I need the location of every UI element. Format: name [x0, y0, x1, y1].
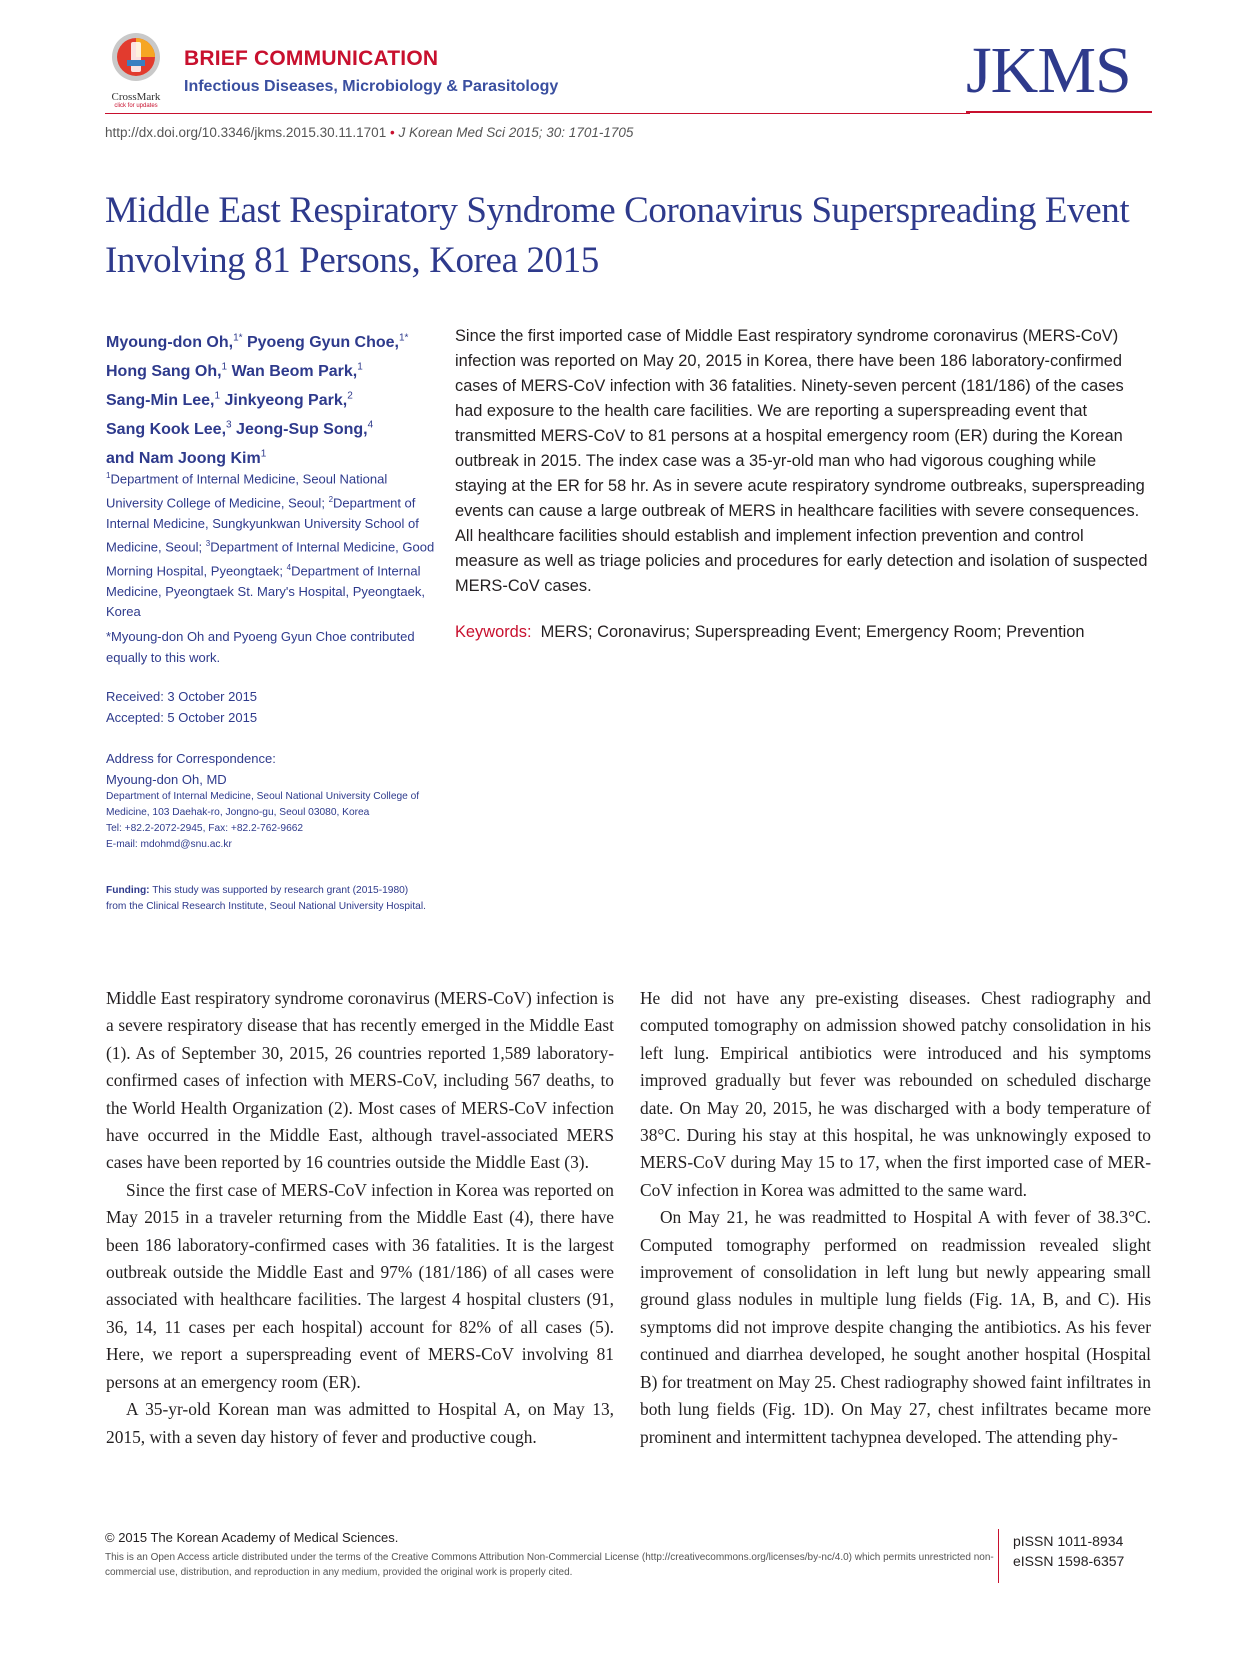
correspondence-email[interactable]: E-mail: mdohmd@snu.ac.kr	[106, 839, 232, 850]
author: and Nam Joong Kim$^1$	[106, 448, 267, 467]
correspondence-details	[106, 789, 426, 853]
crossmark-sublabel: click for updates	[114, 103, 158, 109]
pissn: pISSN 1011-8934	[1013, 1533, 1124, 1549]
funding-label: Funding:	[106, 885, 150, 896]
author: Sang-Min Lee,$^1$	[106, 390, 221, 409]
affiliations: $^1$Department of Internal Medicine, Seoul National University College of Medicine, Seoul; $^2$Department of Internal Medicine, Sungkyunkwan University School of Medicine, Seoul; $^3$Department of Internal Medicine, Good Morning Hospital, Pyeongtaek; $^4$Department of Internal Medicine, Pyeongtaek St. Mary's Hospital, Pyeongtaek, Korea	[106, 471, 435, 620]
eissn: eISSN 1598-6357	[1013, 1553, 1125, 1569]
author: Wan Beom Park,$^1$	[231, 361, 363, 381]
body-column-right	[640, 985, 1151, 1451]
author: Sang Kook Lee,$^3$	[106, 419, 232, 438]
author-list	[106, 327, 446, 471]
doi-link[interactable]: http://dx.doi.org/10.3346/jkms.2015.30.11.1701	[105, 125, 387, 140]
author: Jinkyeong Park,$^2$	[224, 390, 353, 409]
correspondence-label: Address for Correspondence:	[106, 751, 276, 766]
correspondence-address: Department of Internal Medicine, Seoul National University College of Medicine, 103 Daehak-ro, Jongno-gu, Seoul 03080, Korea	[106, 791, 420, 818]
crossmark-badge[interactable]	[105, 30, 167, 110]
correspondence-name: Myoung-don Oh, MD	[106, 771, 227, 787]
accepted-date: Accepted: 5 October 2015	[106, 709, 258, 725]
issn-block	[1013, 1531, 1124, 1571]
body-paragraph: On May 21, he was readmitted to Hospital A with fever of 38.3°C. Computed tomography performed on readmission revealed slight improvement of consolidation in left lung but newly appearing small ground glass nodules in multiple lung fields (Fig. 1A, B, and C). His symptoms did not improve despite changing the antibiotics. As his fever continued and diarrhea developed, he sought another hospital (Hospital B) for treatment on May 25. Chest radiography showed faint infiltrates in both lung fields (Fig. 1D). On May 27, chest infiltrates became more prominent and intermittent tachypnea developed. The attending phy-	[640, 1207, 1151, 1447]
header-rule	[105, 113, 970, 114]
received-date: Received: 3 October 2015	[106, 689, 258, 704]
crossmark-icon	[105, 30, 167, 88]
equal-contribution-note: *Myoung-don Oh and Pyoeng Gyun Choe contributed equally to this work.	[106, 629, 415, 665]
article-title: Middle East Respiratory Syndrome Coronavirus Superspreading Event Involving 81 Persons, Korea 2015	[105, 190, 1130, 281]
citation: J Korean Med Sci 2015; 30: 1701-1705	[398, 125, 634, 140]
article-type: BRIEF COMMUNICATION	[184, 47, 439, 70]
funding-statement	[106, 883, 426, 915]
author: Myoung-don Oh,$^{1*}$	[106, 333, 243, 352]
keywords-label: Keywords:	[455, 623, 532, 641]
body-paragraph: Since the first case of MERS-CoV infection in Korea was reported on May 2015 in a traveler returning from the Middle East (4), there have been 186 laboratory-confirmed cases with 36 fatalities. It is the largest outbreak outside the Middle East and 97% (181/186) of all cases were associated with healthcare facilities. The largest 4 hospital clusters (91, 36, 14, 11 cases per each hospital) account for 82% of all cases (5). Here, we report a superspreading event of MERS-CoV involving 81 persons at an emergency room (ER).	[106, 1179, 614, 1392]
abstract: Since the first imported case of Middle East respiratory syndrome coronavirus (MERS-CoV) infection was reported on May 20, 2015 in Korea, there have been 186 laboratory-confirmed cases of MERS-CoV infection with 36 fatalities. Ninety-seven percent (181/186) of the cases had exposure to the health care facilities. We are reporting a superspreading event that transmitted MERS-CoV to 81 persons at a hospital emergency room (ER) during the Korean outbreak in 2015. The index case was a 35-yr-old man who had vigorous coughing while staying at the ER for 58 hr. As in severe acute respiratory syndrome outbreaks, superspreading events can cause a large outbreak of MERS in healthcare facilities with severe consequences. All healthcare facilities should establish and implement infection prevention and control measure as well as triage policies and procedures for early detection and isolation of suspected MERS-CoV cases.	[455, 327, 1148, 595]
body-column-left	[106, 985, 614, 1451]
keywords-list: MERS; Coronavirus; Superspreading Event; Emergency Room; Prevention	[540, 623, 1085, 641]
body-paragraph: Middle East respiratory syndrome coronavirus (MERS-CoV) infection is a severe respiratory disease that has recently emerged in the Middle East (1). As of September 30, 2015, 26 countries reported 1,589 laboratory-confirmed cases of infection with MERS-CoV, including 567 deaths, to the World Health Organization (2). Most cases of MERS-CoV infection have occurred in the Middle East, although travel-associated MERS cases have been reported by 16 countries outside the Middle East (3).	[106, 988, 614, 1173]
correspondence-header	[106, 749, 276, 790]
footer-license: This is an Open Access article distributed under the terms of the Creative Commons Attribution Non-Commercial License (http://creativecommons.org/licenses/by-nc/4.0) which permits unrestricted non-commercial use, distribution, and reproduction in any medium, provided the original work is properly cited.	[105, 1552, 994, 1578]
author: Hong Sang Oh,$^1$	[106, 361, 228, 381]
article-dates	[106, 687, 257, 728]
keywords	[455, 623, 1151, 642]
separator-bullet: •	[389, 125, 399, 140]
footer-divider	[998, 1529, 999, 1583]
doi-citation-line	[105, 125, 633, 140]
crossmark-label: CrossMark	[111, 91, 161, 103]
footer-copyright: © 2015 The Korean Academy of Medical Sciences.	[105, 1530, 399, 1545]
journal-section: Infectious Diseases, Microbiology & Parasitology	[184, 78, 559, 95]
correspondence-phone: Tel: +82.2-2072-2945, Fax: +82.2-762-9662	[106, 823, 304, 834]
body-paragraph: A 35-yr-old Korean man was admitted to Hospital A, on May 13, 2015, with a seven day history of fever and productive cough.	[106, 1399, 614, 1447]
author: Jeong-Sup Song,$^4$	[236, 419, 374, 438]
funding-text: This study was supported by research grant (2015-1980) from the Clinical Research Institute, Seoul National University Hospital.	[106, 885, 426, 912]
journal-logo: JKMS	[966, 34, 1131, 107]
author: Pyoeng Gyun Choe,$^{1*}$	[246, 333, 409, 352]
body-paragraph: He did not have any pre-existing diseases. Chest radiography and computed tomography on admission showed patchy consolidation in his left lung. Empirical antibiotics were introduced and his symptoms improved gradually but fever was rebounded on scheduled discharge date. On May 20, 2015, he was discharged with a body temperature of 38°C. During his stay at this hospital, he was unknowingly exposed to MERS-CoV during May 15 to 17, when the first imported case of MER-CoV infection in Korea was admitted to the same ward.	[640, 988, 1151, 1200]
logo-underline	[966, 111, 1152, 113]
